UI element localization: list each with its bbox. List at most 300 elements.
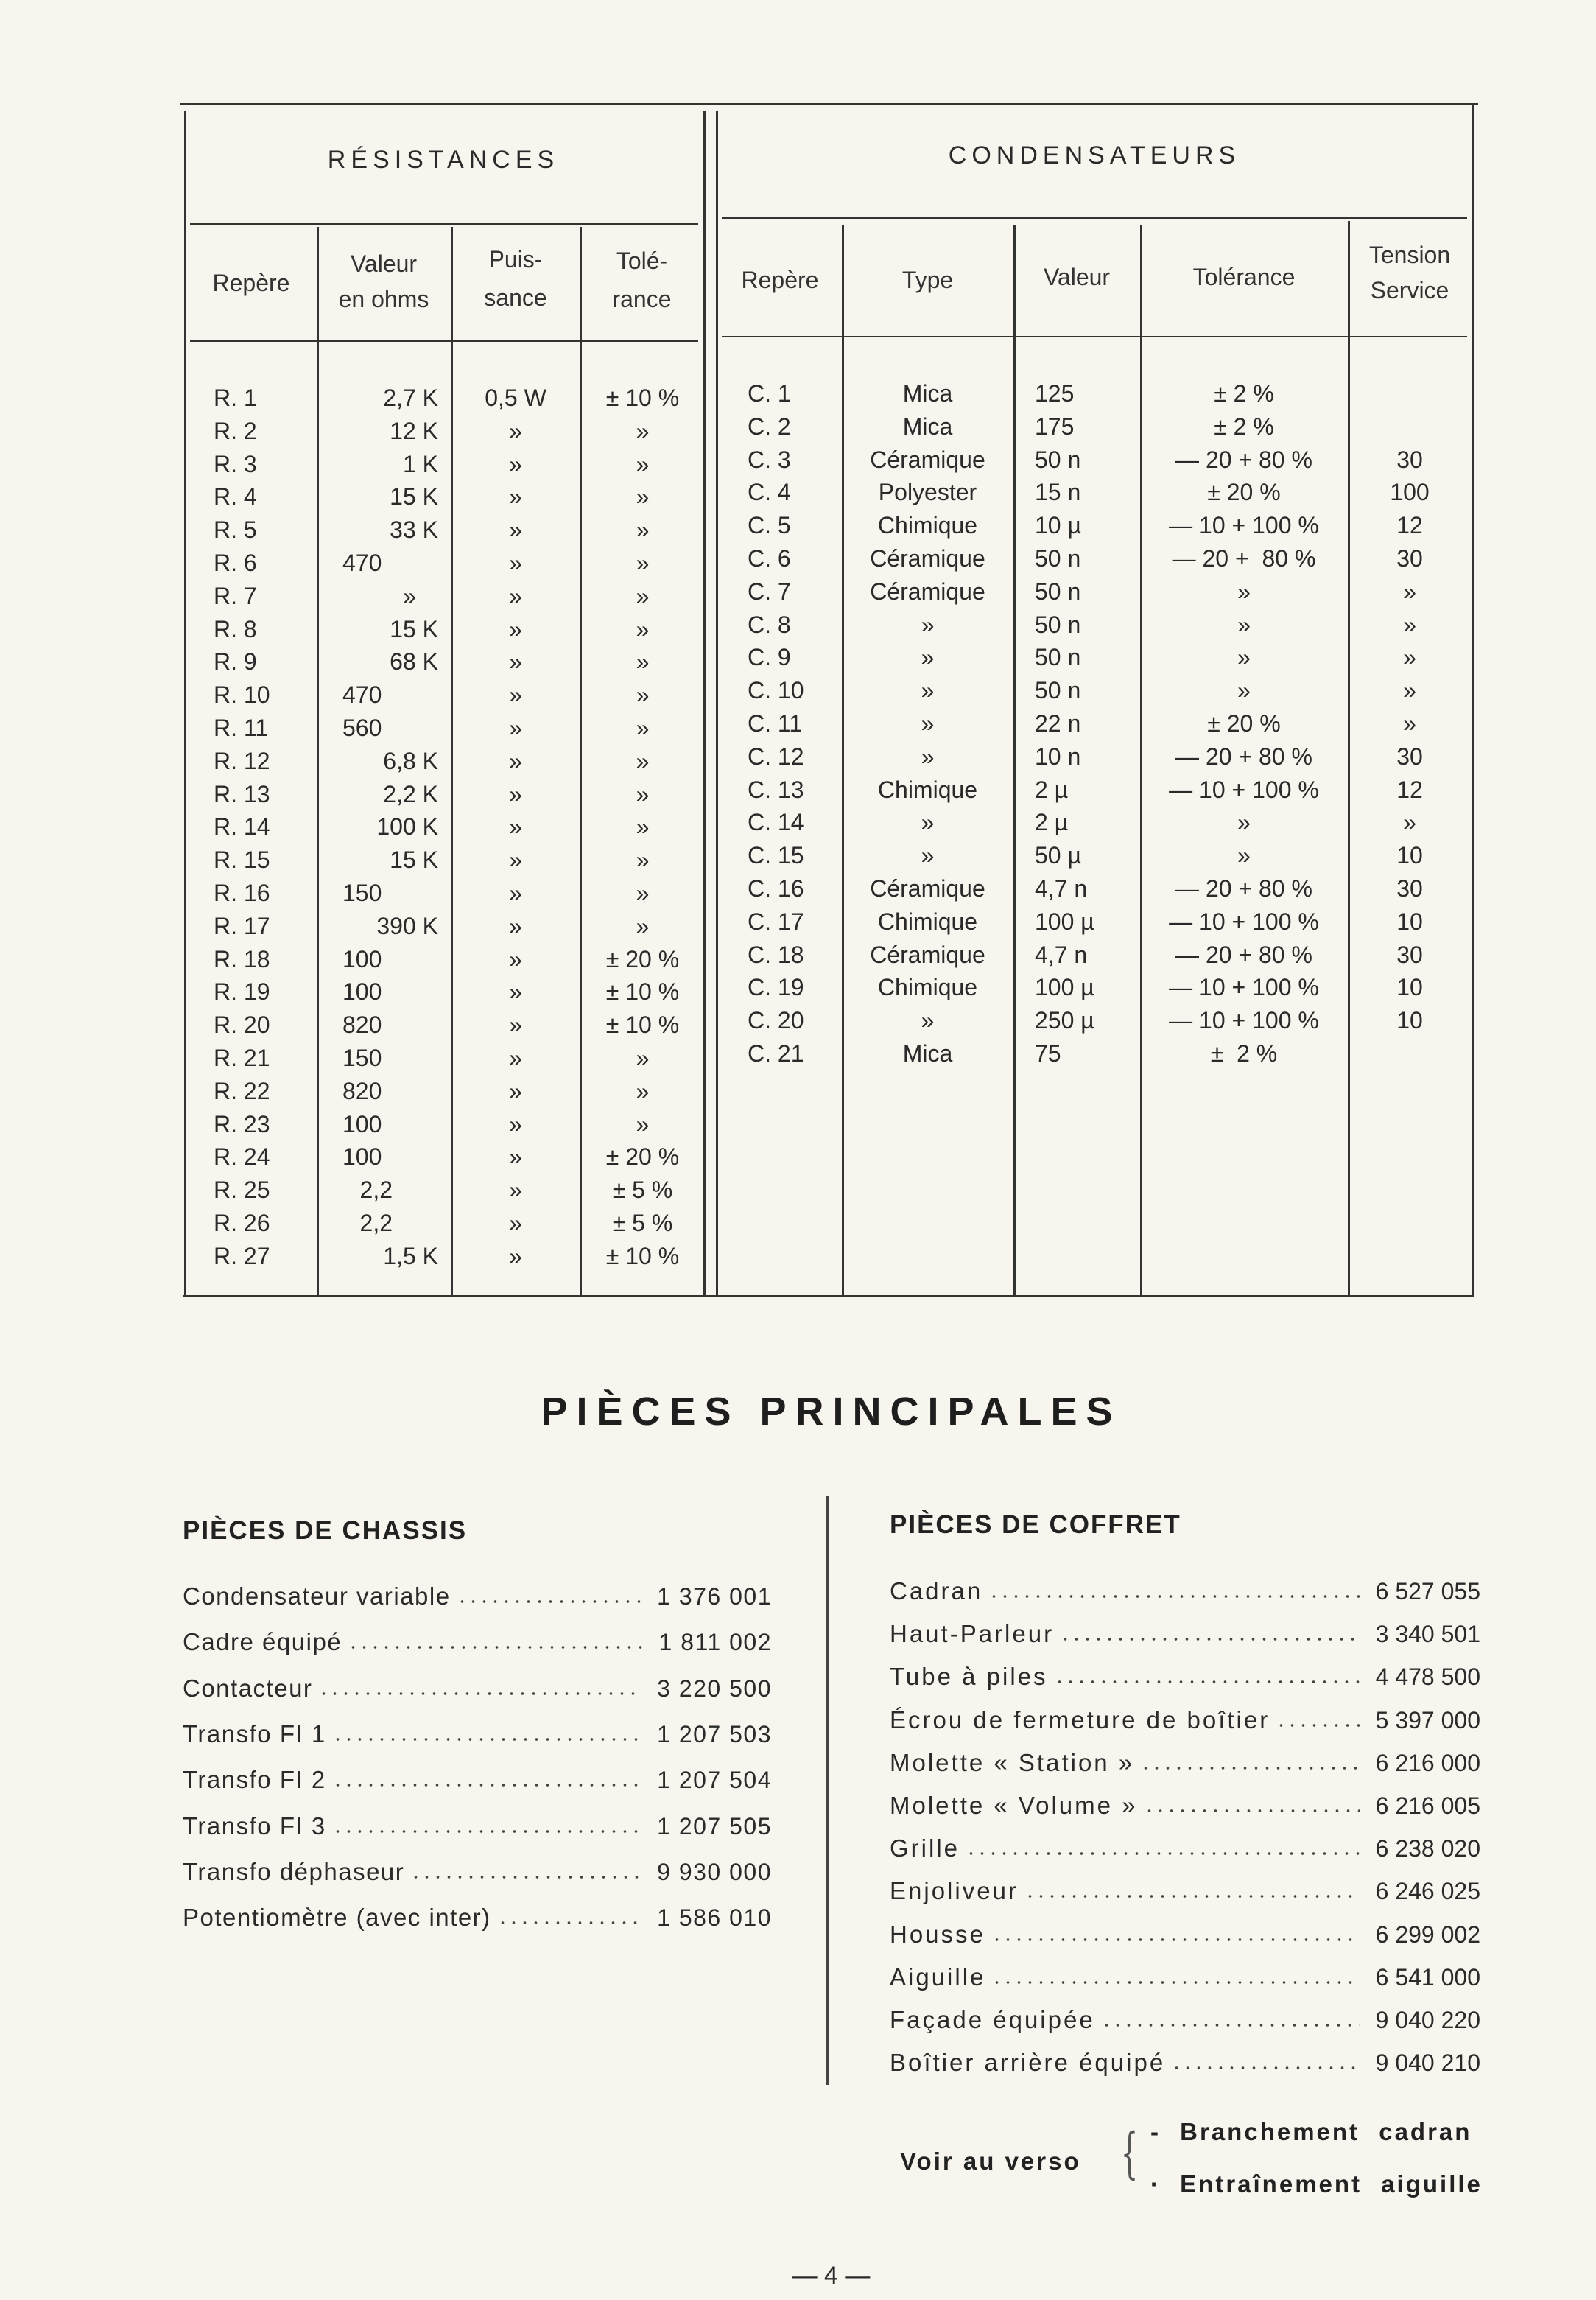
- resistance-puissance: »: [509, 1110, 522, 1137]
- dot-leader: [332, 1829, 641, 1834]
- resistance-tolerance: »: [636, 846, 650, 874]
- condensateur-type: »: [921, 710, 935, 737]
- resistance-repere: R. 24: [214, 1143, 270, 1171]
- condensateur-type: Chimique: [877, 512, 978, 539]
- part-name: Grille: [890, 1834, 960, 1862]
- part-row: [890, 1830, 1480, 1862]
- header-cond-tolerance: Tolérance: [1192, 264, 1296, 290]
- part-number: 6 216 005: [1375, 1792, 1480, 1819]
- header-tolerance-line2: rance: [612, 286, 672, 312]
- resistance-puissance: »: [509, 945, 522, 972]
- condensateur-tension: 10: [1396, 842, 1423, 869]
- resistance-valeur: 1 K: [402, 450, 438, 477]
- condensateur-valeur: 4,7 n: [1035, 875, 1088, 902]
- condensateur-tolerance: — 20 + 80 %: [1175, 743, 1312, 770]
- resistance-repere: R. 2: [214, 417, 257, 444]
- resistance-puissance: »: [509, 615, 522, 642]
- resistance-valeur: 470: [342, 550, 382, 576]
- resistance-tolerance: ± 10 %: [605, 978, 680, 1006]
- condensateur-valeur: 50 n: [1035, 611, 1081, 638]
- header-tension-line2: Service: [1370, 277, 1449, 304]
- part-name: Écrou de fermeture de boîtier: [890, 1705, 1270, 1733]
- resistance-valeur: 68 K: [390, 648, 438, 676]
- condensateur-type: Mica: [902, 413, 953, 440]
- resistance-puissance: »: [509, 880, 522, 906]
- condensateur-valeur: 50 n: [1035, 644, 1081, 671]
- resistance-valeur: 100: [342, 1110, 382, 1137]
- resistance-tolerance: »: [636, 912, 650, 939]
- part-name: Contacteur: [183, 1674, 313, 1702]
- resistance-puissance: »: [509, 978, 522, 1006]
- condensateur-type: Polyester: [878, 479, 977, 506]
- part-number: 1 207 504: [657, 1767, 772, 1794]
- voir-au-verso-label: Voir au verso: [900, 2148, 1081, 2175]
- header-valeur-line2: en ohms: [338, 286, 429, 312]
- dot-leader: [348, 1644, 642, 1650]
- resistance-puissance: »: [509, 648, 522, 676]
- condensateur-repere: C. 5: [748, 512, 791, 539]
- resistance-repere: R. 26: [214, 1210, 270, 1236]
- condensateur-valeur: 100 µ: [1035, 974, 1094, 1001]
- condensateur-type: »: [921, 644, 935, 671]
- condensateur-valeur: 175: [1035, 413, 1075, 440]
- part-number: 1 207 503: [657, 1720, 772, 1747]
- condensateur-valeur: 125: [1035, 380, 1075, 407]
- part-name: Transfo déphaseur: [183, 1857, 405, 1885]
- resistance-repere: R. 22: [214, 1077, 270, 1104]
- dot-leader: [1024, 1893, 1360, 1899]
- part-row: [183, 1899, 772, 1932]
- resistance-puissance: »: [509, 550, 522, 576]
- resistance-tolerance: »: [636, 615, 650, 642]
- resistance-repere: R. 15: [214, 846, 270, 874]
- part-name: Cadran: [890, 1577, 983, 1605]
- condensateur-valeur: 50 n: [1035, 677, 1081, 704]
- part-number: 6 527 055: [1375, 1578, 1480, 1605]
- verso-item-branchement: - Branchement cadran: [1150, 2118, 1472, 2145]
- condensateur-type: Mica: [902, 1040, 953, 1067]
- condensateur-valeur: 22 n: [1035, 710, 1081, 737]
- condensateur-tension: »: [1403, 677, 1416, 704]
- resistance-tolerance: »: [636, 1045, 650, 1071]
- header-cond-repere: Repère: [741, 267, 819, 293]
- resistance-tolerance: »: [636, 450, 650, 477]
- resistance-puissance: »: [509, 1210, 522, 1236]
- header-puissance: [451, 242, 580, 315]
- part-row: [890, 2002, 1480, 2034]
- part-row: [890, 1702, 1480, 1734]
- condensateur-tolerance: — 10 + 100 %: [1169, 512, 1319, 539]
- part-row: [183, 1808, 772, 1840]
- condensateur-repere: C. 7: [748, 578, 791, 605]
- condensateur-tension: 100: [1390, 479, 1430, 506]
- resistance-valeur: 2,2: [359, 1210, 393, 1236]
- condensateur-tolerance: — 10 + 100 %: [1169, 908, 1319, 935]
- dot-leader: [497, 1920, 641, 1926]
- resistance-valeur: 100: [342, 945, 382, 972]
- dot-leader: [991, 1980, 1359, 1985]
- resistance-tolerance: ± 10 %: [605, 1242, 680, 1269]
- part-row: [890, 2044, 1480, 2077]
- resistance-repere: R. 13: [214, 780, 270, 807]
- condensateur-valeur: 15 n: [1035, 479, 1081, 506]
- dot-leader: [991, 1937, 1360, 1943]
- part-row: [183, 1716, 772, 1748]
- resistance-puissance: »: [509, 417, 522, 444]
- resistance-tolerance: »: [636, 681, 650, 709]
- part-number: 6 299 002: [1375, 1921, 1480, 1948]
- resistance-tolerance: »: [636, 813, 650, 841]
- part-number: 1 376 001: [657, 1583, 772, 1610]
- resistance-puissance: »: [509, 1011, 522, 1039]
- resistance-tolerance: »: [636, 1077, 650, 1104]
- part-name: Potentiomètre (avec inter): [183, 1904, 491, 1932]
- condensateur-type: Céramique: [870, 545, 985, 572]
- column-divider: [826, 1496, 829, 2085]
- condensateur-tolerance: »: [1237, 578, 1251, 605]
- resistance-repere: R. 12: [214, 747, 270, 774]
- resistance-valeur: 560: [342, 715, 382, 741]
- resistance-valeur: 33 K: [390, 516, 438, 544]
- part-row: [890, 1787, 1480, 1820]
- resistance-tolerance: »: [636, 550, 650, 576]
- dot-leader: [410, 1874, 641, 1880]
- condensateur-tension: 10: [1396, 1007, 1423, 1034]
- resistance-tolerance: »: [636, 715, 650, 741]
- resistance-valeur: 15 K: [390, 483, 438, 511]
- resistance-repere: R. 8: [214, 615, 257, 642]
- condensateur-valeur: 75: [1035, 1040, 1061, 1067]
- part-name: Cadre équipé: [183, 1628, 342, 1656]
- header-type: Type: [901, 267, 954, 293]
- condensateur-valeur: 2 µ: [1035, 809, 1069, 836]
- dot-leader: [1101, 2022, 1360, 2028]
- condensateur-tolerance: — 20 + 80 %: [1175, 446, 1312, 473]
- dot-leader: [966, 1851, 1360, 1857]
- resistance-repere: R. 25: [214, 1177, 270, 1204]
- condensateur-repere: C. 21: [748, 1040, 804, 1067]
- resistance-repere: R. 27: [214, 1242, 270, 1269]
- resistance-repere: R. 11: [214, 715, 269, 741]
- resistance-repere: R. 3: [214, 450, 257, 477]
- resistance-repere: R. 5: [214, 516, 257, 544]
- condensateur-valeur: 10 µ: [1035, 512, 1081, 539]
- condensateur-tolerance: ± 2 %: [1210, 1040, 1278, 1067]
- part-name: Tube à piles: [890, 1663, 1048, 1691]
- resistance-tolerance: »: [636, 880, 650, 906]
- part-name: Boîtier arrière équipé: [890, 2049, 1166, 2077]
- dot-leader: [332, 1782, 641, 1788]
- condensateur-type: Mica: [902, 380, 953, 407]
- condensateur-tension: 30: [1396, 545, 1423, 572]
- resistance-valeur: 390 K: [376, 912, 438, 939]
- verso-item-entrainement: · Entraînement aiguille: [1150, 2170, 1483, 2198]
- header-tolerance-line1: Tolé-: [616, 248, 668, 274]
- header-valeur: [317, 246, 451, 317]
- condensateur-tolerance: »: [1237, 842, 1251, 869]
- resistance-valeur: 2,7 K: [383, 385, 438, 411]
- resistance-puissance: »: [509, 582, 522, 609]
- resistance-valeur: 12 K: [390, 417, 438, 444]
- resistance-repere: R. 17: [214, 912, 270, 939]
- condensateur-repere: C. 11: [748, 710, 803, 737]
- part-row: [890, 1745, 1480, 1777]
- resistance-puissance: »: [509, 681, 522, 709]
- brace-icon: {: [1120, 2122, 1139, 2185]
- condensateur-type: Céramique: [870, 875, 985, 902]
- condensateur-tolerance: »: [1237, 644, 1251, 671]
- resistance-tolerance: »: [636, 417, 650, 444]
- part-row: [183, 1854, 772, 1886]
- resistance-repere: R. 9: [214, 648, 257, 676]
- resistance-valeur: 100 K: [376, 813, 438, 841]
- condensateur-tolerance: — 20 + 80 %: [1172, 545, 1316, 572]
- condensateur-tolerance: ± 2 %: [1214, 413, 1274, 440]
- condensateur-repere: C. 18: [748, 941, 804, 968]
- condensateur-type: »: [921, 1007, 935, 1034]
- condensateur-valeur: 50 n: [1035, 545, 1081, 572]
- pieces-principales-title: PIÈCES PRINCIPALES: [541, 1389, 1122, 1434]
- resistance-valeur: 470: [342, 681, 382, 709]
- condensateur-tension: 10: [1396, 974, 1423, 1001]
- condensateur-repere: C. 10: [748, 677, 804, 704]
- resistance-puissance: »: [509, 1045, 522, 1071]
- condensateur-tolerance: ± 20 %: [1207, 479, 1281, 506]
- condensateur-tolerance: ± 20 %: [1207, 710, 1281, 737]
- condensateur-type: »: [921, 842, 935, 869]
- condensateur-repere: C. 17: [748, 908, 804, 935]
- header-valeur-line1: Valeur: [350, 250, 418, 277]
- part-row: [890, 1916, 1480, 1949]
- dot-leader: [1276, 1722, 1359, 1728]
- condensateur-valeur: 10 n: [1035, 743, 1081, 770]
- condensateur-tolerance: — 10 + 100 %: [1169, 776, 1319, 803]
- resistance-tolerance: »: [636, 747, 650, 774]
- dot-leader: [457, 1599, 641, 1605]
- resistance-valeur: 2,2 K: [383, 780, 438, 807]
- resistance-puissance: »: [509, 516, 522, 544]
- condensateur-tension: 10: [1396, 908, 1423, 935]
- resistance-puissance: »: [509, 780, 522, 807]
- condensateur-type: Céramique: [870, 941, 985, 968]
- resistance-repere: R. 1: [214, 385, 257, 411]
- condensateur-repere: C. 13: [748, 776, 804, 803]
- dot-leader: [1060, 1636, 1360, 1642]
- dot-leader: [988, 1593, 1359, 1599]
- condensateurs-title: CONDENSATEURS: [948, 141, 1241, 169]
- condensateur-tension: 30: [1396, 446, 1423, 473]
- resistance-repere: R. 6: [214, 550, 257, 576]
- part-name: Aiguille: [890, 1963, 986, 1991]
- header-repere: Repère: [212, 270, 290, 296]
- resistance-tolerance: »: [636, 1110, 650, 1137]
- resistances-title: RÉSISTANCES: [327, 146, 560, 174]
- part-number: 6 216 000: [1375, 1749, 1480, 1776]
- condensateur-valeur: 100 µ: [1035, 908, 1094, 935]
- condensateur-tension: 30: [1396, 941, 1423, 968]
- resistance-repere: R. 23: [214, 1110, 270, 1137]
- condensateur-tension: »: [1403, 710, 1416, 737]
- condensateur-tolerance: — 20 + 80 %: [1175, 875, 1312, 902]
- resistance-valeur: 100: [342, 978, 382, 1006]
- part-name: Enjoliveur: [890, 1877, 1019, 1905]
- condensateur-repere: C. 14: [748, 809, 804, 836]
- resistance-puissance: »: [509, 1177, 522, 1204]
- resistance-valeur: 100: [342, 1143, 382, 1171]
- dot-leader: [1054, 1679, 1360, 1685]
- part-row: [183, 1670, 772, 1703]
- coffret-title: PIÈCES DE COFFRET: [890, 1510, 1181, 1539]
- condensateur-repere: C. 4: [748, 479, 791, 506]
- condensateur-repere: C. 15: [748, 842, 804, 869]
- part-row: [890, 1959, 1480, 1991]
- resistance-puissance: »: [509, 715, 522, 741]
- part-row: [890, 1873, 1480, 1905]
- part-number: 1 207 505: [657, 1812, 772, 1840]
- header-tolerance: [580, 243, 703, 317]
- condensateur-type: Chimique: [877, 776, 978, 803]
- condensateur-type: »: [921, 743, 935, 770]
- part-name: Molette « Volume »: [890, 1792, 1138, 1819]
- condensateur-valeur: 50 n: [1035, 446, 1081, 473]
- condensateur-tolerance: »: [1237, 809, 1251, 836]
- resistance-tolerance: »: [636, 648, 650, 676]
- resistance-repere: R. 7: [214, 582, 257, 609]
- condensateur-repere: C. 9: [748, 644, 791, 671]
- part-number: 9 040 220: [1375, 2007, 1480, 2033]
- part-number: 6 246 025: [1375, 1878, 1480, 1905]
- part-name: Condensateur variable: [183, 1582, 451, 1610]
- condensateur-tension: »: [1403, 611, 1416, 638]
- resistance-tolerance: ± 20 %: [605, 1143, 680, 1171]
- resistance-puissance: »: [509, 483, 522, 511]
- resistance-tolerance: ± 5 %: [612, 1210, 673, 1236]
- resistance-tolerance: »: [636, 582, 650, 609]
- dot-leader: [332, 1736, 641, 1742]
- resistance-valeur: 150: [342, 880, 382, 906]
- resistance-tolerance: »: [636, 516, 650, 544]
- part-name: Haut-Parleur: [890, 1620, 1055, 1648]
- condensateur-tolerance: — 10 + 100 %: [1169, 974, 1319, 1001]
- condensateur-tolerance: »: [1237, 611, 1251, 638]
- resistance-puissance: »: [509, 1077, 522, 1104]
- header-tension-line1: Tension: [1368, 242, 1451, 268]
- dot-leader: [1140, 1765, 1359, 1771]
- part-row: [890, 1658, 1480, 1691]
- condensateur-tension: 30: [1396, 743, 1423, 770]
- resistance-puissance: »: [509, 846, 522, 874]
- condensateur-repere: C. 3: [748, 446, 791, 473]
- header-puissance-line2: sance: [484, 284, 547, 311]
- condensateur-tension: 12: [1396, 776, 1423, 803]
- dot-leader: [1144, 1808, 1360, 1814]
- resistance-puissance: »: [509, 813, 522, 841]
- condensateur-type: »: [921, 809, 935, 836]
- resistance-repere: R. 19: [214, 978, 270, 1006]
- resistance-puissance: »: [509, 912, 522, 939]
- condensateur-type: Chimique: [877, 908, 978, 935]
- condensateur-repere: C. 12: [748, 743, 804, 770]
- part-row: [890, 1616, 1480, 1648]
- condensateur-tolerance: ± 2 %: [1214, 380, 1274, 407]
- part-name: Transfo FI 3: [183, 1812, 326, 1840]
- condensateur-valeur: 2 µ: [1035, 776, 1069, 803]
- resistance-puissance: »: [509, 1242, 522, 1269]
- resistance-repere: R. 16: [214, 880, 270, 906]
- resistance-puissance: »: [509, 1143, 522, 1171]
- resistance-valeur: 1,5 K: [383, 1242, 438, 1269]
- condensateur-type: Céramique: [870, 578, 985, 605]
- chassis-title: PIÈCES DE CHASSIS: [183, 1516, 468, 1545]
- condensateur-type: Céramique: [870, 446, 985, 473]
- condensateur-repere: C. 8: [748, 611, 791, 638]
- condensateur-tension: »: [1403, 809, 1416, 836]
- resistance-repere: R. 4: [214, 483, 257, 511]
- part-name: Façade équipée: [890, 2006, 1095, 2033]
- part-number: 6 238 020: [1375, 1835, 1480, 1862]
- resistance-valeur: 150: [342, 1045, 382, 1071]
- part-number: 1 811 002: [658, 1629, 772, 1656]
- resistance-repere: R. 14: [214, 813, 270, 841]
- condensateur-tolerance: »: [1237, 677, 1251, 704]
- part-name: Transfo FI 2: [183, 1766, 326, 1794]
- resistance-tolerance: ± 20 %: [605, 945, 680, 972]
- header-cond-valeur: Valeur: [1043, 264, 1111, 290]
- part-number: 1 586 010: [657, 1904, 772, 1932]
- resistance-puissance: 0,5 W: [485, 385, 546, 411]
- resistance-repere: R. 20: [214, 1011, 270, 1039]
- part-number: 9 040 210: [1375, 2050, 1480, 2077]
- part-name: Transfo FI 1: [183, 1719, 326, 1747]
- condensateur-tension: »: [1403, 644, 1416, 671]
- condensateur-tension: 12: [1396, 512, 1423, 539]
- condensateur-valeur: 50 n: [1035, 578, 1081, 605]
- part-row: [890, 1573, 1480, 1605]
- part-name: Housse: [890, 1920, 985, 1948]
- resistance-valeur: 15 K: [390, 615, 438, 642]
- resistance-tolerance: »: [636, 780, 650, 807]
- condensateur-valeur: 4,7 n: [1035, 941, 1088, 968]
- condensateur-repere: C. 19: [748, 974, 804, 1001]
- resistance-valeur: 2,2: [359, 1177, 393, 1204]
- part-number: 5 397 000: [1375, 1706, 1480, 1733]
- resistance-valeur: 6,8 K: [383, 747, 438, 774]
- resistance-valeur: 820: [342, 1011, 382, 1039]
- part-name: Molette « Station »: [890, 1748, 1135, 1776]
- part-row: [183, 1578, 772, 1610]
- resistance-repere: R. 21: [214, 1045, 270, 1071]
- condensateur-type: Chimique: [877, 974, 978, 1001]
- condensateur-repere: C. 6: [748, 545, 791, 572]
- condensateur-tension: »: [1403, 578, 1416, 605]
- condensateur-tolerance: — 10 + 100 %: [1169, 1007, 1319, 1034]
- header-puissance-line1: Puis-: [488, 246, 543, 273]
- part-number: 4 478 500: [1375, 1663, 1480, 1691]
- resistance-tolerance: »: [636, 483, 650, 511]
- resistance-tolerance: ± 10 %: [605, 1011, 680, 1039]
- condensateur-type: »: [921, 611, 935, 638]
- resistance-tolerance: ± 10 %: [605, 385, 680, 411]
- condensateur-repere: C. 20: [748, 1007, 804, 1034]
- part-number: 3 340 501: [1375, 1621, 1480, 1648]
- condensateur-tension: 30: [1396, 875, 1423, 902]
- resistance-puissance: »: [509, 747, 522, 774]
- page-number: — 4 —: [792, 2262, 871, 2290]
- resistance-valeur: 820: [342, 1077, 382, 1104]
- resistance-repere: R. 10: [214, 681, 270, 709]
- header-tension-service: [1348, 237, 1472, 308]
- part-number: 3 220 500: [657, 1675, 772, 1702]
